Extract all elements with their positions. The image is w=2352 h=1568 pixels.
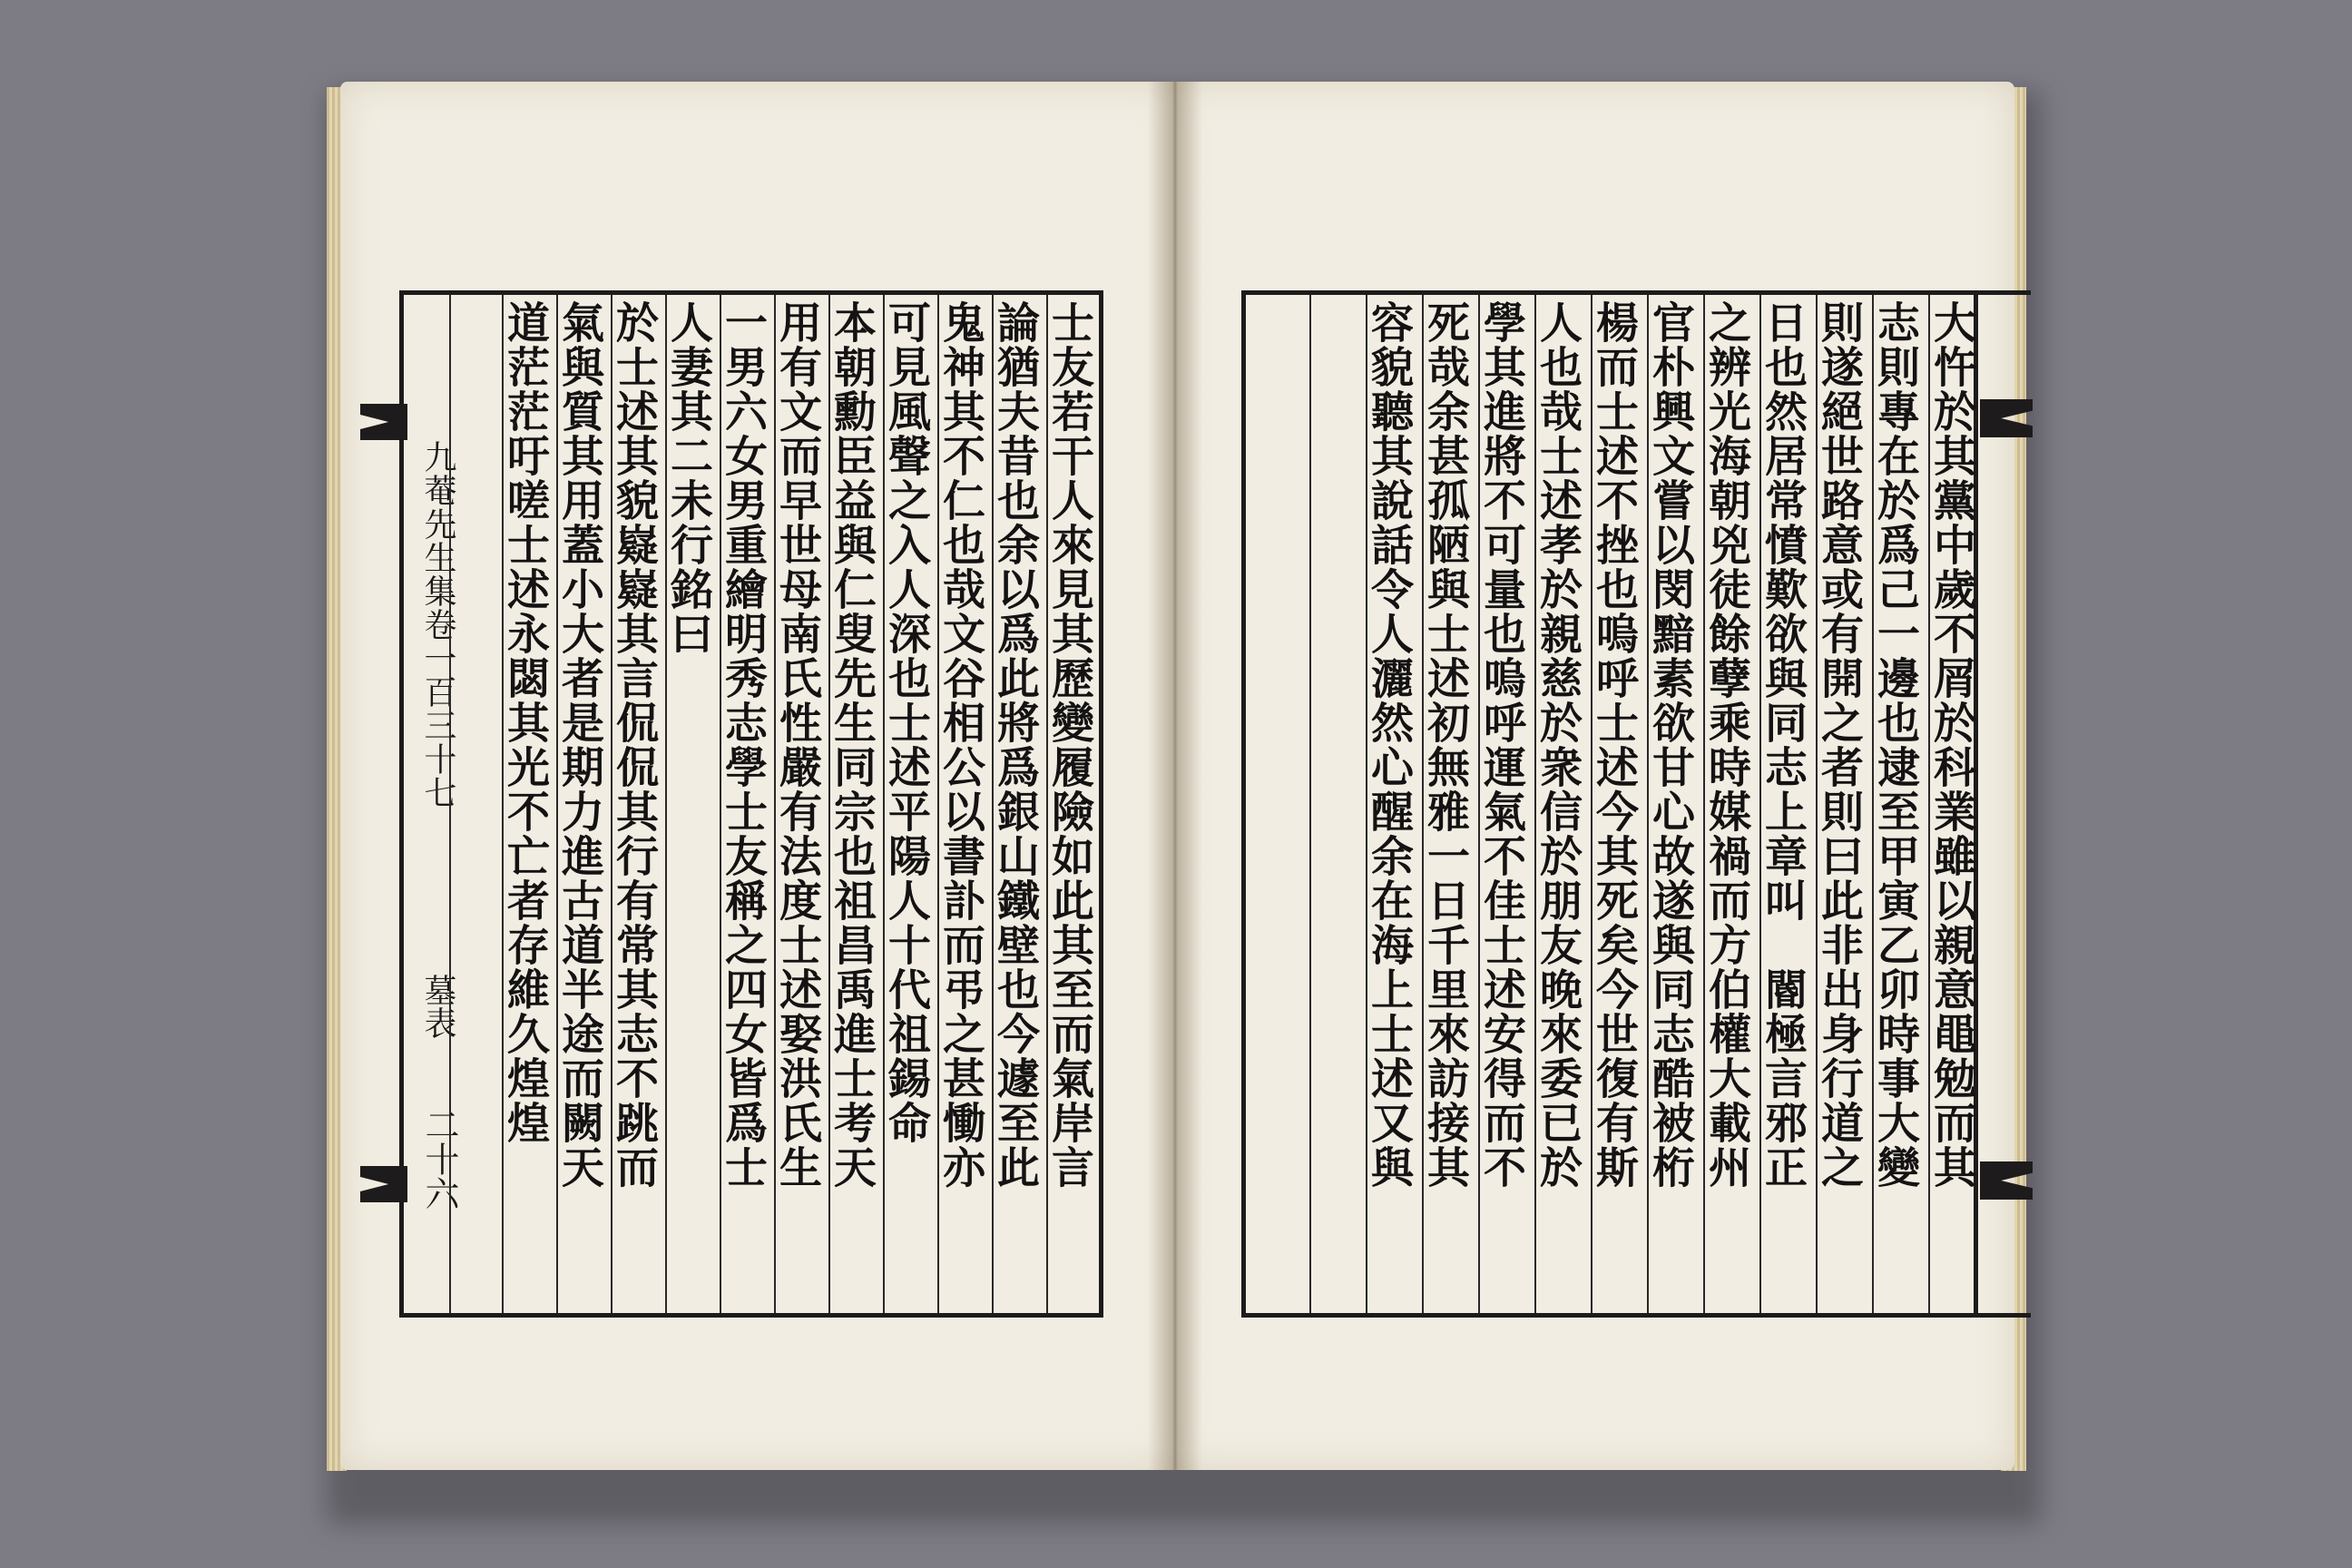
text-column: 本朝勳臣益與仁叟先生同宗也祖昌禹進士考天 (827, 300, 877, 1190)
column-rule (449, 295, 451, 1313)
book-gutter (1148, 82, 1202, 1470)
left-text-frame (399, 290, 1103, 1318)
fish-tail-bottom-icon (1980, 1161, 2033, 1200)
text-column: 可見風聲之入人深也士述平陽人十代祖錫命 (881, 300, 931, 1145)
column-rule (1309, 295, 1311, 1313)
text-column: 之辨光海朝兇徒餘孽乘時媒禍而方伯權大載州 (1701, 300, 1751, 1190)
text-column: 志則專在於爲己一邊也逮至甲寅乙卯時事大變 (1870, 300, 1920, 1190)
text-column: 氣與質其用蓋小大者是期力進古道半途而闕天 (554, 300, 604, 1190)
text-column: 論猶夫昔也余以爲此將爲銀山鐵壁也今遽至此 (990, 300, 1040, 1190)
banxin-column (404, 295, 502, 1313)
text-column: 人妻其二未行銘曰 (663, 300, 713, 656)
text-column: 人也哉士述孝於親慈於衆信於朋友晚來委已於 (1533, 300, 1583, 1190)
text-column: 士友若干人來見其歷變履險如此其至而氣岸言 (1044, 300, 1094, 1190)
text-column: 死哉余甚孤陋與士述初無雅一日千里來訪接其 (1420, 300, 1470, 1190)
banxin-title: 九菴先生集卷一百三十七 (419, 440, 456, 809)
text-column: 道茫茫吁嗟士述永閟其光不亡者存維久煌煌 (500, 300, 550, 1145)
text-column: 則遂絕世路意或有開之者則曰此非出身行道之 (1814, 300, 1864, 1190)
text-column: 鬼神其不仁也哉文谷相公以書訃而弔之甚慟亦 (936, 300, 985, 1190)
text-column: 用有文而早世母南氏性嚴有法度士述娶洪氏生 (772, 300, 822, 1190)
text-column: 官朴興文嘗以閔黯素欲甘心故遂與同志酷被桁 (1645, 300, 1695, 1190)
text-column: 容貌聽其說話令人灑然心醒余在海上士述又與 (1364, 300, 1414, 1190)
text-column: 大忤於其黨中歲不屑於科業雖以親意黽勉而其 (1926, 300, 1976, 1190)
banxin-section: 墓表 (419, 974, 456, 1039)
banxin-page-number: 二十六 (419, 1107, 459, 1210)
text-column: 楊而士述不挫也嗚呼士述今其死矣今世復有斯 (1589, 300, 1639, 1190)
right-text-frame (1241, 290, 1978, 1318)
text-column: 於士述其貌嶷嶷其言侃侃其行有常其志不跳而 (609, 300, 659, 1190)
right-banxin-band (1978, 290, 2031, 1318)
fish-tail-top-icon (1980, 399, 2033, 437)
text-column: 日也然居常憤歎欲與同志上章叫 閽極言邪正 (1758, 300, 1808, 1190)
text-column: 學其進將不可量也嗚呼運氣不佳士述安得而不 (1476, 300, 1526, 1190)
text-column: 一男六女男重繪明秀志學士友稱之四女皆爲士 (718, 300, 768, 1190)
